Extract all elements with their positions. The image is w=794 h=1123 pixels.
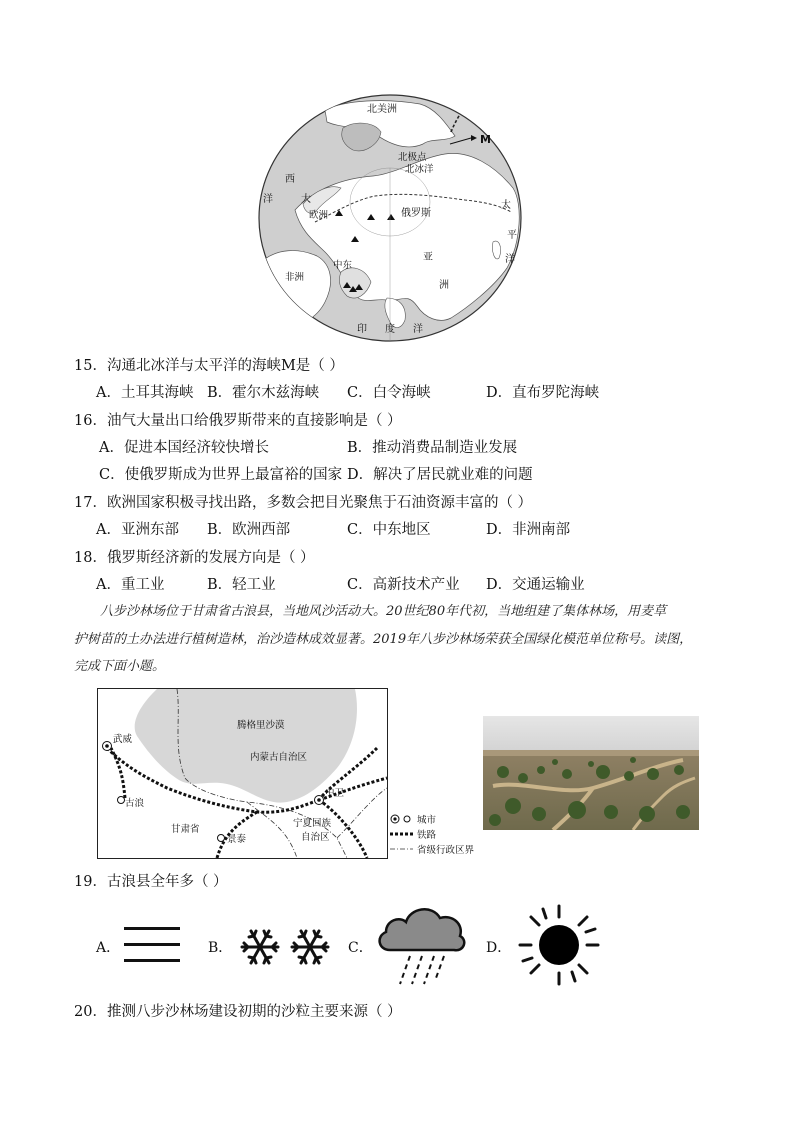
label-north-america: 北美洲 bbox=[367, 104, 397, 115]
label-gansu: 甘肃省 bbox=[171, 824, 200, 835]
label-middle-east: 中东 bbox=[333, 260, 353, 271]
region-map bbox=[97, 688, 489, 860]
q18-option-c[interactable]: C．高新技术产业 bbox=[347, 577, 460, 593]
legend-city: 城市 bbox=[417, 815, 437, 826]
label-zhongwei: 中卫 bbox=[325, 788, 345, 799]
rain-icon[interactable] bbox=[376, 902, 468, 990]
label-arctic-ocean: 北冰洋 bbox=[405, 164, 434, 175]
question-16-stem: 16．油气大量出口给俄罗斯带来的直接影响是（ ） bbox=[74, 413, 402, 429]
q17-option-b[interactable]: B．欧洲西部 bbox=[207, 522, 291, 538]
label-indian-3: 洋 bbox=[413, 324, 423, 335]
q18-option-d[interactable]: D．交通运输业 bbox=[486, 577, 585, 593]
question-19-stem: 19．古浪县全年多（ ） bbox=[74, 874, 228, 890]
q15-option-a[interactable]: A．土耳其海峡 bbox=[96, 385, 194, 401]
label-strait-m: M bbox=[480, 133, 491, 146]
label-asia-1: 亚 bbox=[423, 252, 433, 263]
legend-provincial-border: 省级行政区界 bbox=[417, 845, 475, 856]
q18-option-a[interactable]: A．重工业 bbox=[96, 577, 165, 593]
q19-option-d-label[interactable]: D． bbox=[486, 940, 512, 956]
label-africa: 非洲 bbox=[285, 272, 305, 283]
passage-line-2: 护树苗的土办法进行植树造林，治沙造林成效显著。2019年八步沙林场荣获全国绿化模范单位称号。读图， bbox=[74, 632, 693, 647]
label-inner-mongolia: 内蒙古自治区 bbox=[250, 752, 308, 763]
q19-option-a-label[interactable]: A． bbox=[96, 940, 121, 956]
label-ningxia-1: 宁夏回族 bbox=[293, 818, 332, 829]
q16-option-b[interactable]: B．推动消费品制造业发展 bbox=[347, 440, 518, 456]
snow-icon[interactable] bbox=[238, 925, 334, 969]
label-indian-1: 印 bbox=[357, 324, 367, 335]
question-18-stem: 18．俄罗斯经济新的发展方向是（ ） bbox=[74, 550, 315, 566]
legend-railway: 铁路 bbox=[417, 830, 437, 841]
q17-option-d[interactable]: D．非洲南部 bbox=[486, 522, 571, 538]
label-wuwei: 武威 bbox=[113, 734, 133, 745]
sun-icon[interactable] bbox=[516, 902, 602, 988]
q15-option-b[interactable]: B．霍尔木兹海峡 bbox=[207, 385, 320, 401]
label-pacific-2: 平 bbox=[507, 230, 517, 241]
q19-option-b-label[interactable]: B． bbox=[208, 940, 233, 956]
label-north-pole: 北极点 bbox=[398, 152, 427, 163]
label-atlantic-2: 大 bbox=[301, 194, 311, 205]
label-gulang: 古浪 bbox=[125, 798, 145, 809]
question-20-stem: 20．推测八步沙林场建设初期的沙粒主要来源（ ） bbox=[74, 1004, 402, 1020]
label-europe: 欧洲 bbox=[309, 210, 329, 221]
q16-option-c[interactable]: C．使俄罗斯成为世界上最富裕的国家 bbox=[99, 467, 343, 483]
label-russia: 俄罗斯 bbox=[401, 208, 431, 219]
polar-globe-map bbox=[255, 92, 525, 344]
question-15-stem: 15．沟通北冰洋与太平洋的海峡M是（ ） bbox=[74, 358, 344, 374]
label-pacific-3: 洋 bbox=[505, 254, 515, 265]
question-17-stem: 17．欧洲国家积极寻找出路，多数会把目光聚焦于石油资源丰富的（ ） bbox=[74, 495, 533, 511]
label-indian-2: 度 bbox=[385, 324, 395, 335]
fog-icon[interactable] bbox=[124, 924, 180, 966]
passage-line-1: 八步沙林场位于甘肃省古浪县，当地风沙活动大。20世纪80年代初，当地组建了集体林场，用麦草 bbox=[100, 604, 667, 619]
forest-farm-photo bbox=[483, 716, 699, 830]
q15-option-d[interactable]: D．直布罗陀海峡 bbox=[486, 385, 600, 401]
q16-option-d[interactable]: D．解决了居民就业难的问题 bbox=[347, 467, 533, 483]
q17-option-c[interactable]: C．中东地区 bbox=[347, 522, 431, 538]
q19-option-c-label[interactable]: C． bbox=[348, 940, 373, 956]
label-tengger-desert: 腾格里沙漠 bbox=[237, 720, 285, 731]
q15-option-c[interactable]: C．白令海峡 bbox=[347, 385, 431, 401]
passage-line-3: 完成下面小题。 bbox=[74, 659, 166, 674]
q17-option-a[interactable]: A．亚洲东部 bbox=[96, 522, 179, 538]
label-ningxia-2: 自治区 bbox=[301, 832, 330, 843]
label-asia-2: 洲 bbox=[439, 280, 449, 291]
q16-option-a[interactable]: A．促进本国经济较快增长 bbox=[99, 440, 269, 456]
label-atlantic-1: 西 bbox=[285, 174, 295, 185]
label-pacific-1: 太 bbox=[501, 200, 511, 211]
q18-option-b[interactable]: B．轻工业 bbox=[207, 577, 276, 593]
label-atlantic-3: 洋 bbox=[263, 194, 273, 205]
label-jingtai: 景泰 bbox=[227, 834, 247, 845]
